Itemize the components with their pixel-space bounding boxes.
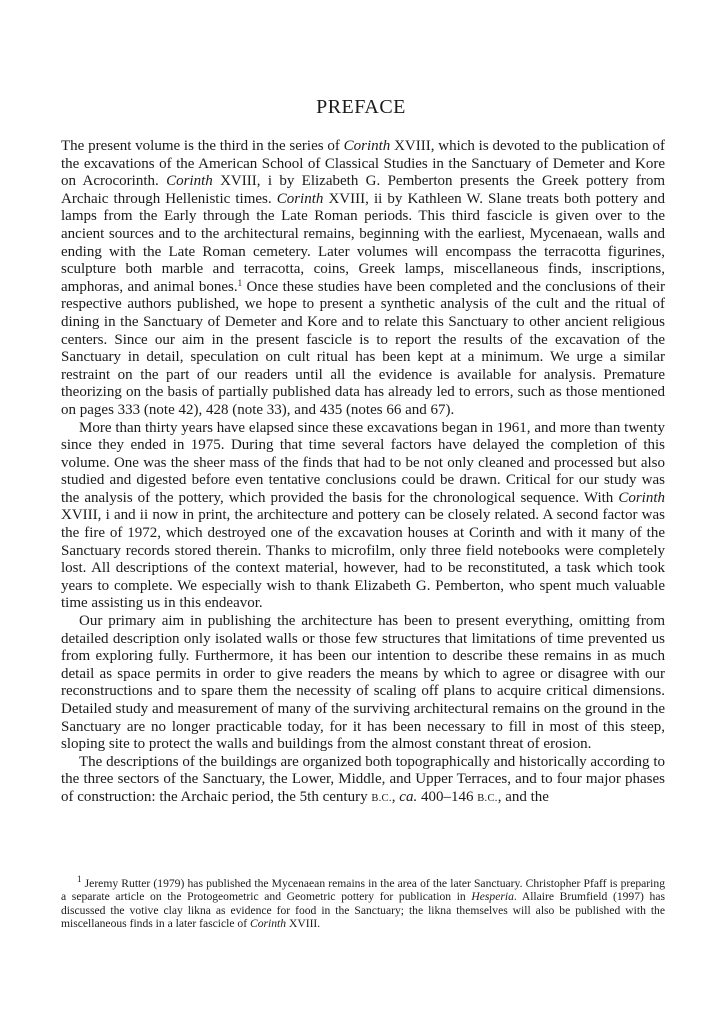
series-title: Corinth	[343, 138, 391, 154]
body-text	[61, 138, 665, 808]
text-run: XVIII, ii by Kathleen W. Slane treats both pottery and lamps from the Early through the Late Roman periods. This third fascicle is given over to the ancient sources and to the architectural remains, beginning with the earliest, Mycenaean, walls and ending with the Late Roman cemetery. Later volumes will encompass the terracotta figurines, sculpture both marble and terracotta, coins, Greek lamps, miscellaneous finds, inscriptions, amphoras, and animal bones.	[61, 190, 665, 295]
text-run: XVIII, i by Elizabeth G. Pemberton presents the Greek pottery from Archaic through Hellenistic times.	[61, 173, 665, 207]
series-title: Corinth	[276, 190, 324, 207]
footnote-reference[interactable]: 1	[237, 277, 243, 288]
era-abbreviation: B.C.	[371, 792, 392, 804]
footnote-1	[61, 874, 665, 931]
text-run: The descriptions of the buildings are organized both topographically and historically according to the three sectors of the Sanctuary, the Lower, Middle, and Upper Terraces, and to four major phases of construction: the Archaic period, the 5th century	[61, 753, 665, 805]
paragraph-1	[61, 138, 665, 420]
text-run: XVIII, which is devoted to the publication of the excavations of the American School of Classical Studies in the Sanctuary of Demeter and Kore on Acrocorinth.	[61, 138, 665, 190]
text-run: Jeremy Rutter (1979) has published the Mycenaean remains in the area of the later Sanctuary. Christopher Pfaff is preparing a separate article on the Protogeometric and Geometric pottery for publication in	[61, 877, 665, 904]
text-run: , and the	[497, 788, 549, 805]
text-run: More than thirty years have elapsed since these excavations began in 1961, and more than twenty since they ended in 1975. During that time several factors have delayed the completion of this volume. One was the sheer mass of the finds that had to be not only cleaned and processed but also studied and digested before even tentative conclusions could be drawn. Critical for our study was the analysis of the pottery, which provided the basis for the chronological sequence. With	[61, 419, 665, 506]
journal-title: Hesperia	[471, 890, 514, 904]
text-run: 400–146	[417, 788, 478, 805]
circa-abbreviation: ca.	[399, 788, 418, 805]
text-run: Once these studies have been completed and the conclusions of their respective authors published, we hope to present a synthetic analysis of the cult and the ritual of dining in the Sanctuary of Demeter and Kore and to relate this Sanctuary to other ancient religious centers. Since our aim in the present fascicle is to report the results of the excavation of the Sanctuary in detail, speculation on cult ritual has been kept at a minimum. We urge a similar restraint on the part of our readers until all the evidence is available for analysis. Premature theorizing on the basis of partially published data has already led to errors, such as those mentioned on pages 333 (note 42), 428 (note 33), and 435 (notes 66 and 67).	[61, 278, 665, 418]
paragraph-2	[61, 420, 665, 614]
paragraph-4	[61, 754, 665, 808]
page-title: PREFACE	[316, 96, 406, 118]
text-run: XVIII.	[286, 917, 321, 931]
footnote-number: 1	[77, 874, 82, 884]
footnote	[61, 874, 665, 931]
series-title: Corinth	[249, 917, 287, 931]
series-title: Corinth	[618, 489, 665, 506]
text-run: The present volume is the third in the series of	[61, 138, 344, 154]
paragraph-3: Our primary aim in publishing the architecture has been to present everything, omitting from detailed description only isolated walls or those few structures that limitations of time prevented us from exploring fully. Furthermore, it has been our intention to describe these remains in as much detail as space permits in order to give readers the means by which to agree or disagree with our reconstructions and to spare them the necessity of scaling off plans to acquire critical dimensions. Detailed study and measurement of many of the surviving architectural remains on the ground in the Sanctuary are no longer practicable today, for it has been necessary to fill in most of this steep, sloping site to protect the walls and buildings from the almost constant threat of erosion.	[61, 613, 665, 753]
series-title: Corinth	[166, 173, 213, 190]
text-run: . Allaire Brumfield (1997) has discussed the votive clay likna as evidence for food in the Sanctuary; the likna themselves will also be published with the miscellaneous finds in a later fascicle of	[61, 890, 665, 931]
era-abbreviation: B.C.	[477, 792, 498, 804]
text-run: ,	[391, 788, 400, 805]
text-run: XVIII, i and ii now in print, the architecture and pottery can be closely related. A second factor was the fire of 1972, which destroyed one of the excavation houses at Corinth and with it many of the Sanctuary records stored therein. Thanks to microfilm, only three field notebooks were completely lost. All descriptions of the context material, however, had to be reconstituted, a task which took years to complete. We especially wish to thank Elizabeth G. Pemberton, who spent much valuable time assisting us in this endeavor.	[61, 507, 665, 612]
